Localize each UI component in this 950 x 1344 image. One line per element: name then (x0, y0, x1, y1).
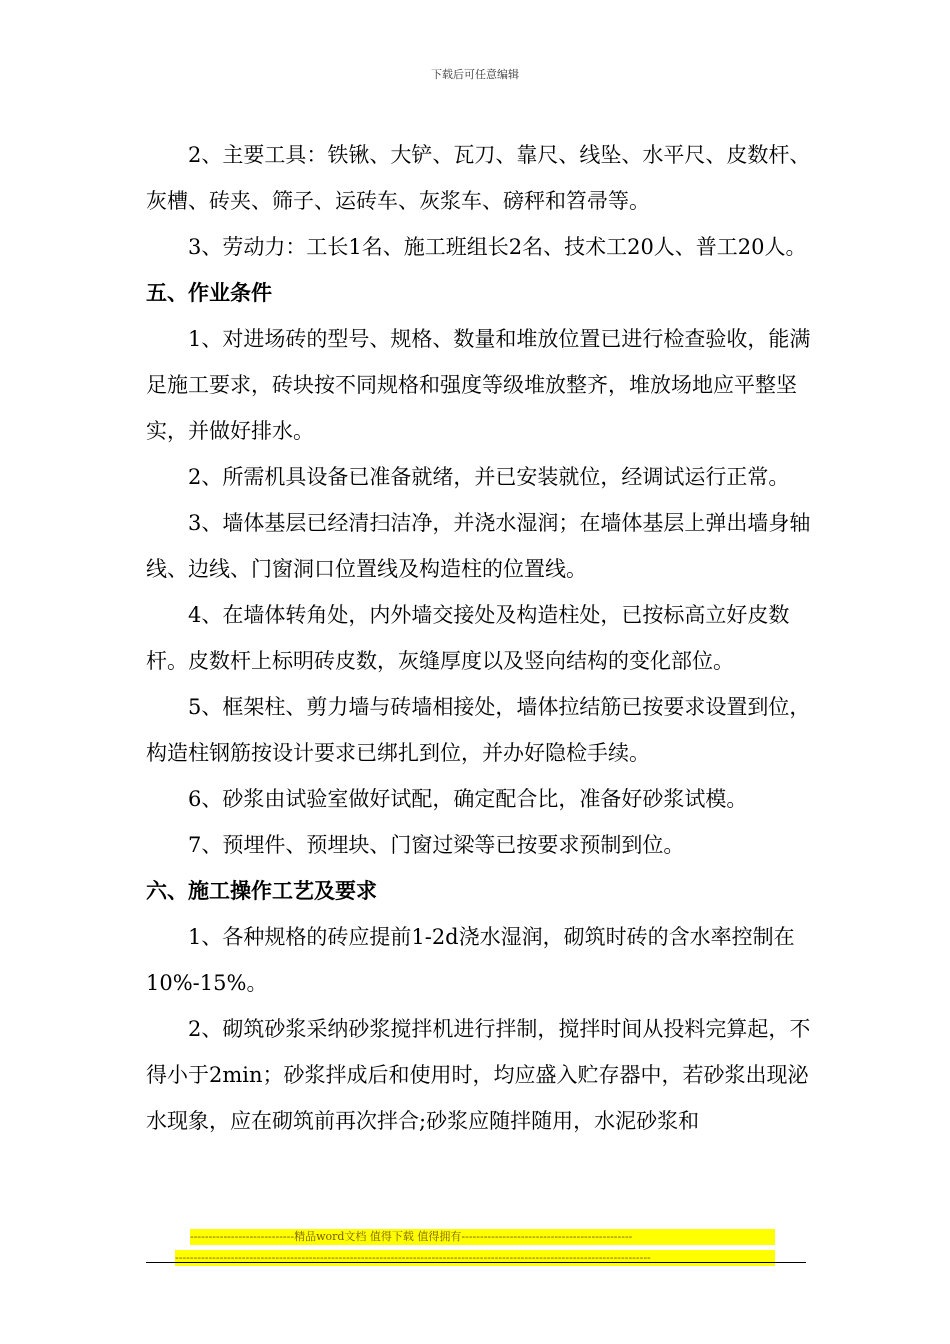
document-body (146, 132, 826, 1144)
paragraph-process-2: 2、砌筑砂浆采纳砂浆搅拌机进行拌制，搅拌时间从投料完算起，不得小于2min；砂浆拌成后和使用时，均应盛入贮存器中，若砂浆出现泌水现象，应在砌筑前再次拌合;砂浆应随拌随用，水泥砂浆和 (146, 1017, 811, 1133)
paragraph-condition-3: 3、墙体基层已经清扫洁净，并浇水湿润；在墙体基层上弹出墙身轴线、边线、门窗洞口位置线及构造柱的位置线。 (146, 511, 811, 581)
footer-banner-line-1: ----------------------------精品word文档 值得下载 值得拥有---------------------------------------------- (190, 1229, 775, 1245)
footer-banner (175, 1229, 775, 1271)
paragraph-condition-1: 1、对进场砖的型号、规格、数量和堆放位置已进行检查验收，能满足施工要求，砖块按不同规格和强度等级堆放整齐，堆放场地应平整坚实，并做好排水。 (146, 327, 811, 443)
paragraph-tools: 2、主要工具：铁锹、大铲、瓦刀、靠尺、线坠、水平尺、皮数杆、灰槽、砖夹、筛子、运砖车、灰浆车、磅秤和笤帚等。 (146, 143, 811, 213)
header-note: 下载后可任意编辑 (431, 68, 519, 81)
section-heading-work-conditions: 五、作业条件 (146, 281, 272, 305)
paragraph-process-1: 1、各种规格的砖应提前1-2d浇水湿润，砌筑时砖的含水率控制在10%-15%。 (146, 925, 795, 995)
paragraph-condition-2: 2、所需机具设备已准备就绪，并已安装就位，经调试运行正常。 (188, 465, 790, 489)
section-heading-process: 六、施工操作工艺及要求 (146, 879, 377, 903)
paragraph-condition-4: 4、在墙体转角处，内外墙交接处及构造柱处，已按标高立好皮数杆。皮数杆上标明砖皮数，灰缝厚度以及竖向结构的变化部位。 (146, 603, 790, 673)
footer-banner-line-2: -------------------------------------------------------------------------------------------------------------------------------- (175, 1250, 775, 1266)
paragraph-condition-6: 6、砂浆由试验室做好试配，确定配合比，准备好砂浆试模。 (188, 787, 748, 811)
footer-divider (146, 1262, 806, 1263)
paragraph-labor: 3、劳动力：工长1名、施工班组长2名、技术工20人、普工20人。 (188, 235, 807, 259)
paragraph-condition-5: 5、框架柱、剪力墙与砖墙相接处，墙体拉结筋已按要求设置到位，构造柱钢筋按设计要求已绑扎到位，并办好隐检手续。 (146, 695, 811, 765)
paragraph-condition-7: 7、预埋件、预埋块、门窗过梁等已按要求预制到位。 (188, 833, 685, 857)
